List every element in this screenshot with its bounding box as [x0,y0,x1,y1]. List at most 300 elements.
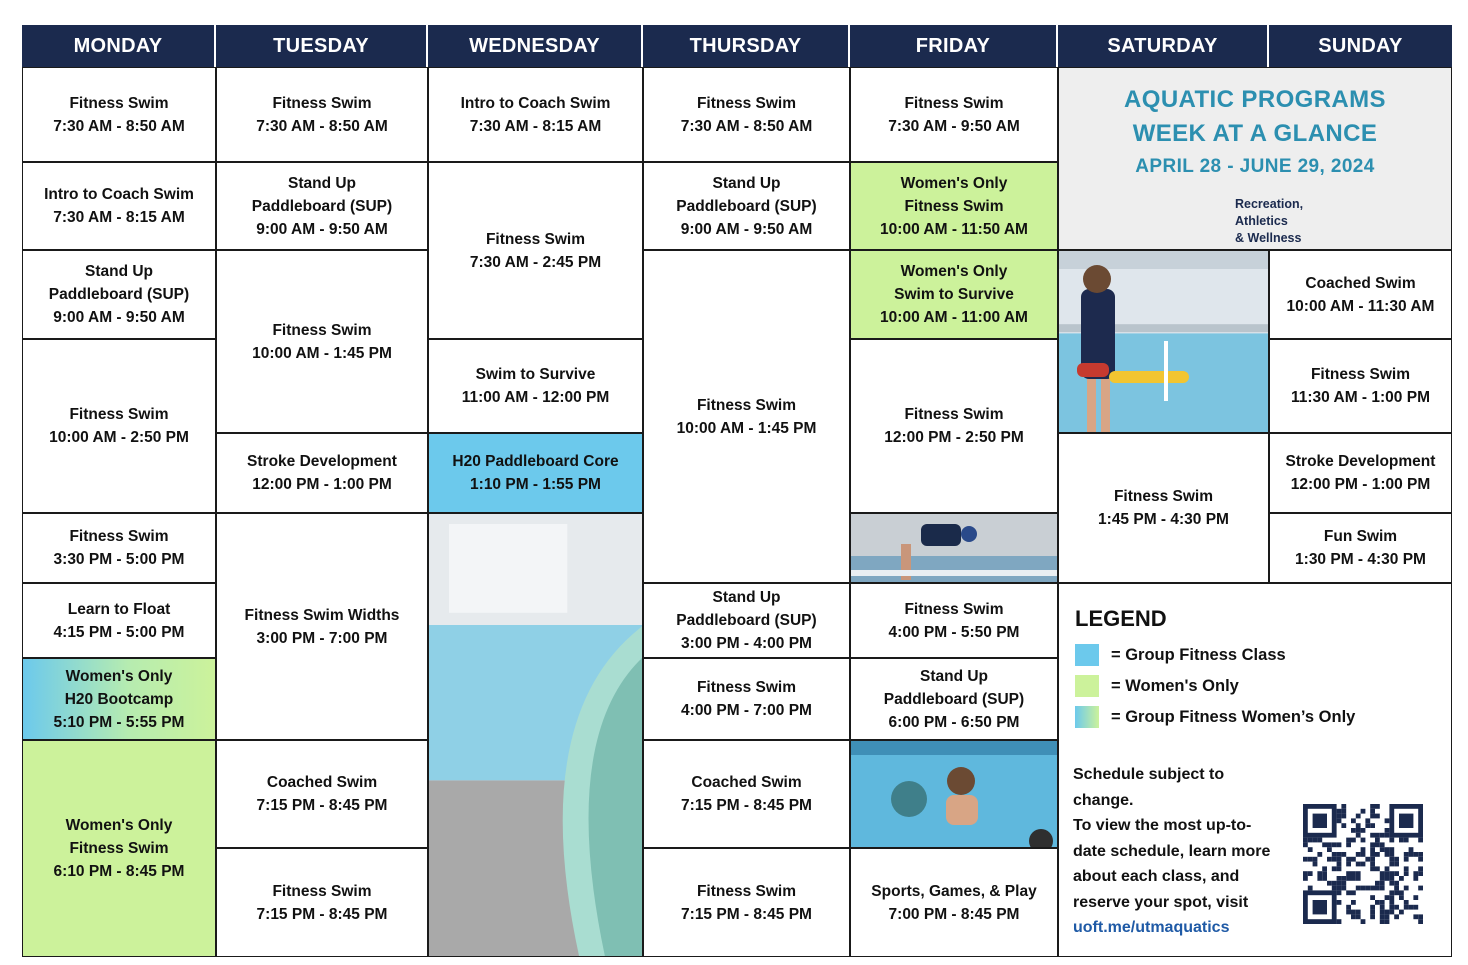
player-torso [946,795,978,825]
qr-module [1370,842,1375,847]
qr-module [1375,866,1380,871]
qr-module [1322,842,1327,847]
day-header-monday: MONDAY [22,25,216,67]
qr-module [1332,866,1337,871]
event-thursday-stand-up-paddleboard-sup[interactable] [643,162,850,250]
event-sunday-fun-swim[interactable] [1269,513,1452,583]
qr-module [1385,919,1390,924]
qr-module [1370,905,1375,910]
event-tuesday-fitness-swim[interactable] [216,67,428,162]
qr-module [1337,862,1342,867]
event-time: 6:10 PM - 8:45 PM [53,863,185,880]
legend-item-group-fitness-women [1075,706,1355,728]
event-sunday-fitness-swim[interactable] [1269,339,1452,433]
event-title: Coached Swim [1305,274,1416,292]
qr-module [1365,857,1370,862]
qr-module [1322,871,1327,876]
qr-module [1404,886,1409,891]
event-tuesday-stand-up-paddleboard-sup[interactable] [216,162,428,250]
qr-module [1351,914,1356,919]
schedule-note-line: date schedule, learn more [1073,842,1271,860]
qr-module [1356,910,1361,915]
event-time: 12:00 PM - 1:00 PM [252,476,392,493]
qr-module [1370,814,1375,819]
qr-module [1327,847,1332,852]
qr-module [1380,833,1385,838]
qr-module [1341,823,1346,828]
diver-photo [850,513,1058,583]
qr-module [1361,862,1366,867]
event-monday-intro-to-coach-swim[interactable] [22,162,216,250]
event-friday-women-s-only-fitness-swim[interactable] [850,162,1058,250]
qr-module [1409,847,1414,852]
qr-module [1341,886,1346,891]
event-thursday-fitness-swim[interactable] [643,67,850,162]
qr-module [1380,847,1385,852]
qr-module [1351,828,1356,833]
event-title: Swim to Survive [475,366,596,383]
qr-module [1346,857,1351,862]
schedule-note [1073,762,1303,941]
schedule-note-line: reserve your spot, visit [1073,893,1249,911]
event-title: Women's Only [900,263,1008,280]
swim-cap [961,526,977,542]
event-wednesday-h20-paddleboard-core[interactable] [428,433,643,513]
event-monday-women-s-only-h20-bootcamp[interactable] [22,658,216,740]
event-tuesday-fitness-swim-widths[interactable] [216,513,428,740]
qr-module [1332,886,1337,891]
pool-water [851,556,1058,583]
qr-module [1337,814,1342,819]
organization-name-line: Recreation, [1235,197,1304,211]
event-time: 10:00 AM - 1:45 PM [676,419,817,437]
qr-module [1399,890,1404,895]
qr-module [1337,842,1342,847]
qr-module [1385,910,1390,915]
qr-module [1385,895,1390,900]
qr-module [1389,895,1394,900]
event-title: Fitness Swim [69,528,169,545]
qr-module [1375,881,1380,886]
qr-module [1370,857,1375,862]
event-title: Swim to Survive [894,286,1014,303]
qr-module [1399,838,1404,843]
event-monday-learn-to-float[interactable] [22,583,216,658]
event-time: 12:00 PM - 1:00 PM [1290,476,1431,493]
qr-module [1351,910,1356,915]
qr-module [1370,847,1375,852]
qr-module [1361,847,1366,852]
event-title: Fitness Swim [69,94,169,112]
qr-module [1375,886,1380,891]
qr-module [1385,818,1390,823]
banner-dates: APRIL 28 - JUNE 29, 2024 [1135,156,1375,177]
event-thursday-fitness-swim[interactable] [643,658,850,740]
program-banner [1058,67,1452,250]
qr-module [1389,857,1394,862]
lifeguard-head [1083,265,1111,293]
diver-photo-image [851,514,1058,583]
event-time: 7:15 PM - 8:45 PM [681,905,812,923]
event-tuesday-fitness-swim[interactable] [216,250,428,433]
event-title: Stand Up [287,174,357,192]
event-title: Fun Swim [1323,528,1398,545]
qr-module [1341,804,1346,809]
event-time: 7:30 AM - 9:50 AM [888,117,1020,135]
qr-module [1351,818,1356,823]
qr-module [1389,838,1394,843]
qr-module [1370,862,1375,867]
qr-module [1365,823,1370,828]
event-time: 7:30 AM - 8:15 AM [53,209,185,226]
far-water [851,741,1058,755]
event-title: Stroke Development [1285,453,1436,470]
event-friday-women-s-only-swim-to-survive[interactable] [850,250,1058,339]
event-time: 7:00 PM - 8:45 PM [888,905,1020,923]
event-monday-fitness-swim[interactable] [22,513,216,583]
qr-module [1413,905,1418,910]
qr-module [1346,838,1351,843]
qr-module [1351,871,1356,876]
event-title: Fitness Swim [696,396,797,414]
qr-module [1389,876,1394,881]
qr-module [1394,871,1399,876]
ball-player-photo [850,740,1058,848]
qr-module [1380,900,1385,905]
qr-module [1385,866,1390,871]
qr-module [1346,876,1351,881]
lane-rope [851,570,1058,576]
event-saturday-fitness-swim[interactable] [1058,433,1269,583]
day-header-friday: FRIDAY [850,25,1058,67]
qr-module [1385,833,1390,838]
qr-module [1404,866,1409,871]
qr-module [1370,886,1375,891]
qr-module [1337,809,1342,814]
lifeguard-leg [1101,379,1110,433]
swimmer-body [921,524,961,546]
event-title: Learn to Float [67,600,171,618]
qr-module [1404,871,1409,876]
qr-module [1375,833,1380,838]
legend-swatch-group-fitness-women [1075,706,1099,728]
event-sunday-coached-swim[interactable] [1269,250,1452,339]
qr-module [1394,905,1399,910]
qr-module [1341,814,1346,819]
event-tuesday-fitness-swim[interactable] [216,848,428,957]
qr-module [1418,886,1423,891]
qr-module [1313,857,1318,862]
event-time: 10:00 AM - 11:30 AM [1286,297,1435,315]
event-friday-sports-games-play[interactable] [850,848,1058,957]
qr-module [1399,910,1404,915]
paddleboard-pool-photo [428,513,643,957]
event-time: 7:30 AM - 8:50 AM [256,117,388,135]
qr-module [1356,886,1361,891]
qr-module [1341,876,1346,881]
qr-module [1385,847,1390,852]
qr-module [1380,905,1385,910]
event-title: H20 Bootcamp [64,690,174,708]
qr-module [1380,842,1385,847]
qr-module [1413,876,1418,881]
qr-module [1418,866,1423,871]
qr-module [1351,900,1356,905]
event-time: 11:00 AM - 12:00 PM [461,389,610,406]
qr-module [1418,857,1423,862]
qr-module [1361,809,1366,814]
event-time: 12:00 PM - 2:50 PM [884,429,1024,446]
event-time: 6:00 PM - 6:50 PM [888,713,1020,731]
hip-pack [1077,363,1109,377]
qr-module [1418,914,1423,919]
qr-module [1370,852,1375,857]
event-title: Fitness Swim [69,406,169,423]
event-title: Paddleboard (SUP) [676,612,817,629]
event-monday-fitness-swim[interactable] [22,67,216,162]
event-title: Coached Swim [266,774,378,791]
day-header-tuesday: TUESDAY [216,25,428,67]
qr-module [1341,881,1346,886]
event-title: Stand Up [712,589,781,606]
event-title: Women's Only [65,667,173,685]
event-time: 7:30 AM - 2:45 PM [469,253,602,271]
schedule-note-line: about each class, and [1073,868,1240,885]
qr-module [1322,866,1327,871]
qr-module [1303,876,1308,881]
qr-module [1351,838,1356,843]
banner-title-line1: AQUATIC PROGRAMS [1124,86,1386,113]
qr-module [1375,838,1380,843]
event-monday-stand-up-paddleboard-sup[interactable] [22,250,216,339]
qr-module [1375,900,1380,905]
event-title: Stroke Development [247,453,397,470]
qr-module [1399,876,1404,881]
schedule-note-line: Schedule subject to [1073,766,1225,783]
event-time: 7:15 PM - 8:45 PM [256,797,388,814]
qr-module [1370,910,1375,915]
event-time: 3:00 PM - 7:00 PM [256,629,388,647]
legend-title: LEGEND [1075,606,1167,631]
qr-module [1385,852,1390,857]
event-thursday-fitness-swim[interactable] [643,250,850,583]
event-title: Women's Only [65,817,173,834]
event-wednesday-swim-to-survive[interactable] [428,339,643,433]
window-strip [1059,251,1269,269]
qr-module [1389,900,1394,905]
qr-module [1346,862,1351,867]
qr-module [1385,828,1390,833]
event-tuesday-coached-swim[interactable] [216,740,428,848]
event-time: 1:10 PM - 1:55 PM [470,476,601,493]
qr-finder-core [1313,900,1327,914]
event-title: Stand Up [712,174,781,192]
rescue-tube [1109,371,1189,383]
qr-module [1332,842,1337,847]
qr-module [1337,852,1342,857]
qr-module [1365,886,1370,891]
pool-water [851,741,1058,848]
qr-module [1303,838,1308,843]
qr-module [1351,890,1356,895]
event-time: 3:30 PM - 5:00 PM [53,551,185,568]
qr-module [1303,842,1308,847]
event-friday-stand-up-paddleboard-sup[interactable] [850,658,1058,740]
legend-label: = Women's Only [1111,676,1239,695]
qr-module [1409,852,1414,857]
event-time: 10:00 AM - 1:45 PM [252,344,392,362]
qr-module [1413,852,1418,857]
qr-module [1356,862,1361,867]
legend-item-group-fitness [1075,644,1286,666]
qr-module [1380,886,1385,891]
guard-chair [1164,341,1168,401]
legend-swatch-women-only [1075,675,1099,697]
qr-module [1361,886,1366,891]
player-head [947,767,975,795]
event-sunday-stroke-development[interactable] [1269,433,1452,513]
event-time: 9:00 AM - 9:50 AM [256,220,388,238]
qr-module [1317,871,1322,876]
qr-module [1370,833,1375,838]
ball [891,781,927,817]
qr-module [1337,857,1342,862]
qr-module [1389,862,1394,867]
event-title: Fitness Swim [485,230,586,248]
event-title: Stand Up [84,263,154,280]
ball-player-photo-image [851,741,1058,848]
schedule-note-line: To view the most up-to- [1073,817,1252,834]
qr-module [1375,814,1380,819]
qr-module [1418,919,1423,924]
event-title: Paddleboard (SUP) [251,197,393,215]
event-title: Fitness Swim [904,600,1004,618]
lifeguard-photo [1058,250,1269,433]
qr-module [1308,886,1313,891]
event-time: 4:00 PM - 7:00 PM [681,702,812,719]
qr-module [1370,866,1375,871]
qr-module [1385,871,1390,876]
event-wednesday-fitness-swim[interactable] [428,162,643,339]
schedule-note-line: change. [1073,791,1134,809]
qr-module [1341,809,1346,814]
event-thursday-fitness-swim[interactable] [643,848,850,957]
event-friday-fitness-swim[interactable] [850,583,1058,658]
day-header-wednesday: WEDNESDAY [428,25,643,67]
lifeguard-photo-image [1059,251,1269,433]
event-time: 9:00 AM - 9:50 AM [53,309,185,326]
qr-module [1365,818,1370,823]
qr-code-icon[interactable] [1303,804,1423,924]
aquatics-link[interactable]: uoft.me/utmaquatics [1073,919,1230,936]
event-title: Fitness Swim [904,197,1004,215]
event-time: 7:30 AM - 8:15 AM [469,117,602,135]
event-time: 10:00 AM - 11:50 AM [880,220,1028,238]
event-monday-fitness-swim[interactable] [22,339,216,513]
event-thursday-stand-up-paddleboard-sup[interactable] [643,583,850,658]
qr-module [1303,871,1308,876]
qr-module [1399,895,1404,900]
organization-name [1235,196,1303,247]
qr-module [1418,838,1423,843]
day-header-thursday: THURSDAY [643,25,850,67]
event-thursday-coached-swim[interactable] [643,740,850,848]
event-monday-women-s-only-fitness-swim[interactable] [22,740,216,957]
qr-module [1356,828,1361,833]
event-title: Stand Up [919,667,989,685]
event-wednesday-intro-to-coach-swim[interactable] [428,67,643,162]
qr-module [1332,857,1337,862]
paddleboard-pool-photo-image [429,514,643,957]
lifeguard-leg [1087,379,1096,433]
qr-module [1413,914,1418,919]
qr-module [1380,871,1385,876]
event-time: 10:00 AM - 11:00 AM [880,309,1028,326]
event-title: Fitness Swim [69,840,169,857]
qr-module [1308,857,1313,862]
qr-module [1337,866,1342,871]
qr-module [1404,905,1409,910]
qr-module [1380,876,1385,881]
event-title: Fitness Swim [272,94,372,112]
qr-module [1361,828,1366,833]
event-title: Sports, Games, & Play [871,882,1037,900]
qr-module [1389,890,1394,895]
event-title: Intro to Coach Swim [44,186,194,203]
qr-module [1317,838,1322,843]
qr-module [1356,814,1361,819]
qr-module [1394,862,1399,867]
qr-module [1389,910,1394,915]
qr-module [1327,881,1332,886]
qr-module [1356,852,1361,857]
qr-module [1308,847,1313,852]
qr-module [1332,852,1337,857]
event-title: Fitness Swim [1310,366,1411,383]
qr-module [1337,900,1342,905]
event-title: Fitness Swim [272,882,372,900]
event-title: Fitness Swim [272,321,372,339]
qr-module [1356,833,1361,838]
qr-module [1404,838,1409,843]
event-time: 7:15 PM - 8:45 PM [256,905,388,923]
qr-module [1385,914,1390,919]
qr-module [1380,881,1385,886]
qr-module [1351,876,1356,881]
event-friday-fitness-swim[interactable] [850,67,1058,162]
banner-title-line2: WEEK AT A GLANCE [1132,120,1378,147]
event-friday-fitness-swim[interactable] [850,339,1058,513]
event-tuesday-stroke-development[interactable] [216,433,428,513]
qr-module [1346,910,1351,915]
qr-module [1327,857,1332,862]
event-time: 10:00 AM - 2:50 PM [49,429,189,446]
qr-module [1380,919,1385,924]
qr-module [1332,881,1337,886]
qr-module [1404,852,1409,857]
legend-box [1058,583,1452,957]
event-title: Fitness Swim [696,94,797,112]
qr-module [1317,852,1322,857]
qr-module [1370,823,1375,828]
qr-module [1337,890,1342,895]
qr-module [1375,804,1380,809]
event-time: 5:10 PM - 5:55 PM [53,713,185,731]
event-time: 7:30 AM - 8:50 AM [53,117,185,135]
event-time: 3:00 PM - 4:00 PM [681,635,812,652]
event-title: Fitness Swim [904,406,1004,423]
event-time: 9:00 AM - 9:50 AM [680,220,813,238]
